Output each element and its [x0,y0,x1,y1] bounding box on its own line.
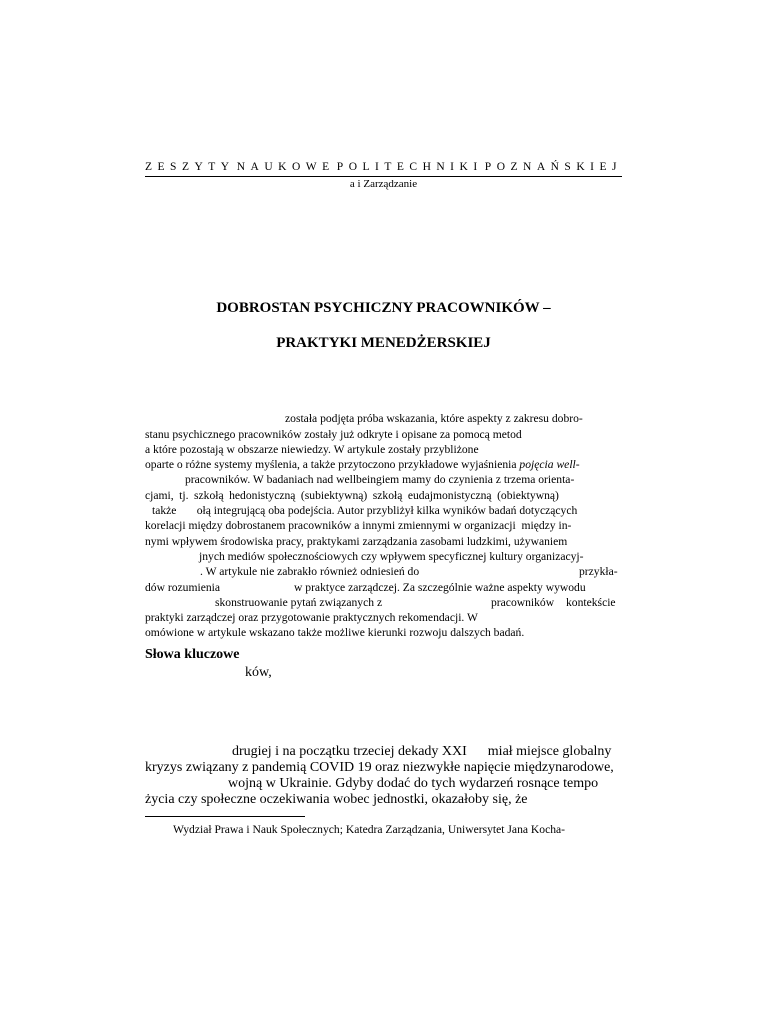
keywords-label: Słowa kluczowe [145,647,240,662]
keywords-text: ków, [245,665,272,680]
body-line: życia czy społeczne oczekiwania wobec jednostki, okazałoby się, że [145,792,528,807]
abstract-line: nymi wpływem środowiska pracy, praktykami zarządzania zasobami ludzkimi, używaniem [145,535,568,548]
footnote: Wydział Prawa i Nauk Społecznych; Katedra Zarządzania, Uniwersytet Jana Kocha- [173,823,566,836]
journal-word: ZESZYTY [145,161,235,173]
journal-subtitle: a i Zarządzanie [349,178,418,190]
abstract-line: jnych mediów społecznościowych czy wpływem specyficznej kultury organizacyj- [199,550,584,563]
article-title-line2: PRAKTYKI MENEDŻERSKIEJ [276,335,491,351]
abstract-line: pracowników [491,596,555,609]
footnote-rule [145,816,305,817]
abstract-line [145,457,580,473]
abstract-line: została podjęta próba wskazania, które aspekty z zakresu dobro- [285,412,583,425]
abstract-line: . W artykule nie zabrakło również odniesień do [200,565,420,578]
body-line: kryzys związany z pandemią COVID 19 oraz niezwykłe napięcie międzynarodowe, [145,760,614,775]
abstract-line: a które pozostają w obszarze niewiedzy. W artykule zostały przybliżone [145,443,479,456]
abstract-italic-term: pojęcia well- [519,458,580,471]
body-line: drugiej i na początku trzeciej dekady XXI miał miejsce globalny [232,744,612,759]
abstract-line: stanu psychicznego pracowników zostały już odkryte i opisane za pomocą metod [145,428,522,441]
abstract-line: praktyki zarządczej oraz przygotowanie praktycznych rekomendacji. W [145,611,478,624]
journal-word: POLITECHNIKI [336,161,483,173]
abstract-line: także ołą integrującą oba podejścia. Autor przybliżył kilka wyników badań dotyczących [152,504,578,517]
abstract-line: omówione w artykule wskazano także możliwe kierunki rozwoju dalszych badań. [145,626,525,639]
journal-word: NAUKOWE [236,161,335,173]
abstract-line: pracowników. W badaniach nad wellbeingiem mamy do czynienia z trzema orienta- [185,473,575,486]
abstract-text: oparte o różne systemy myślenia, a także przytoczono przykładowe wyjaśnienia [145,458,520,471]
abstract-line: przykła- [579,565,618,578]
body-line: wojną w Ukrainie. Gdyby dodać do tych wydarzeń rosnące tempo [228,776,599,791]
abstract-line: w praktyce zarządczej. Za szczególnie ważne aspekty wywodu [294,581,586,594]
abstract-line: korelacji między dobrostanem pracowników a innymi zmiennymi w organizacji między in- [145,519,572,532]
journal-header [145,161,622,173]
journal-word: POZNAŃSKIEJ [484,161,622,173]
abstract-line: cjami, tj. szkołą hedonistyczną (subiektywną) szkołą eudajmonistyczną (obiektywną) [145,489,559,502]
header-rule [145,176,622,177]
abstract-line: skonstruowanie pytań związanych z [215,596,383,609]
abstract-line: dów rozumienia [145,581,221,594]
article-title-line1: DOBROSTAN PSYCHICZNY PRACOWNIKÓW – [216,300,551,316]
abstract-line: kontekście [566,596,616,609]
